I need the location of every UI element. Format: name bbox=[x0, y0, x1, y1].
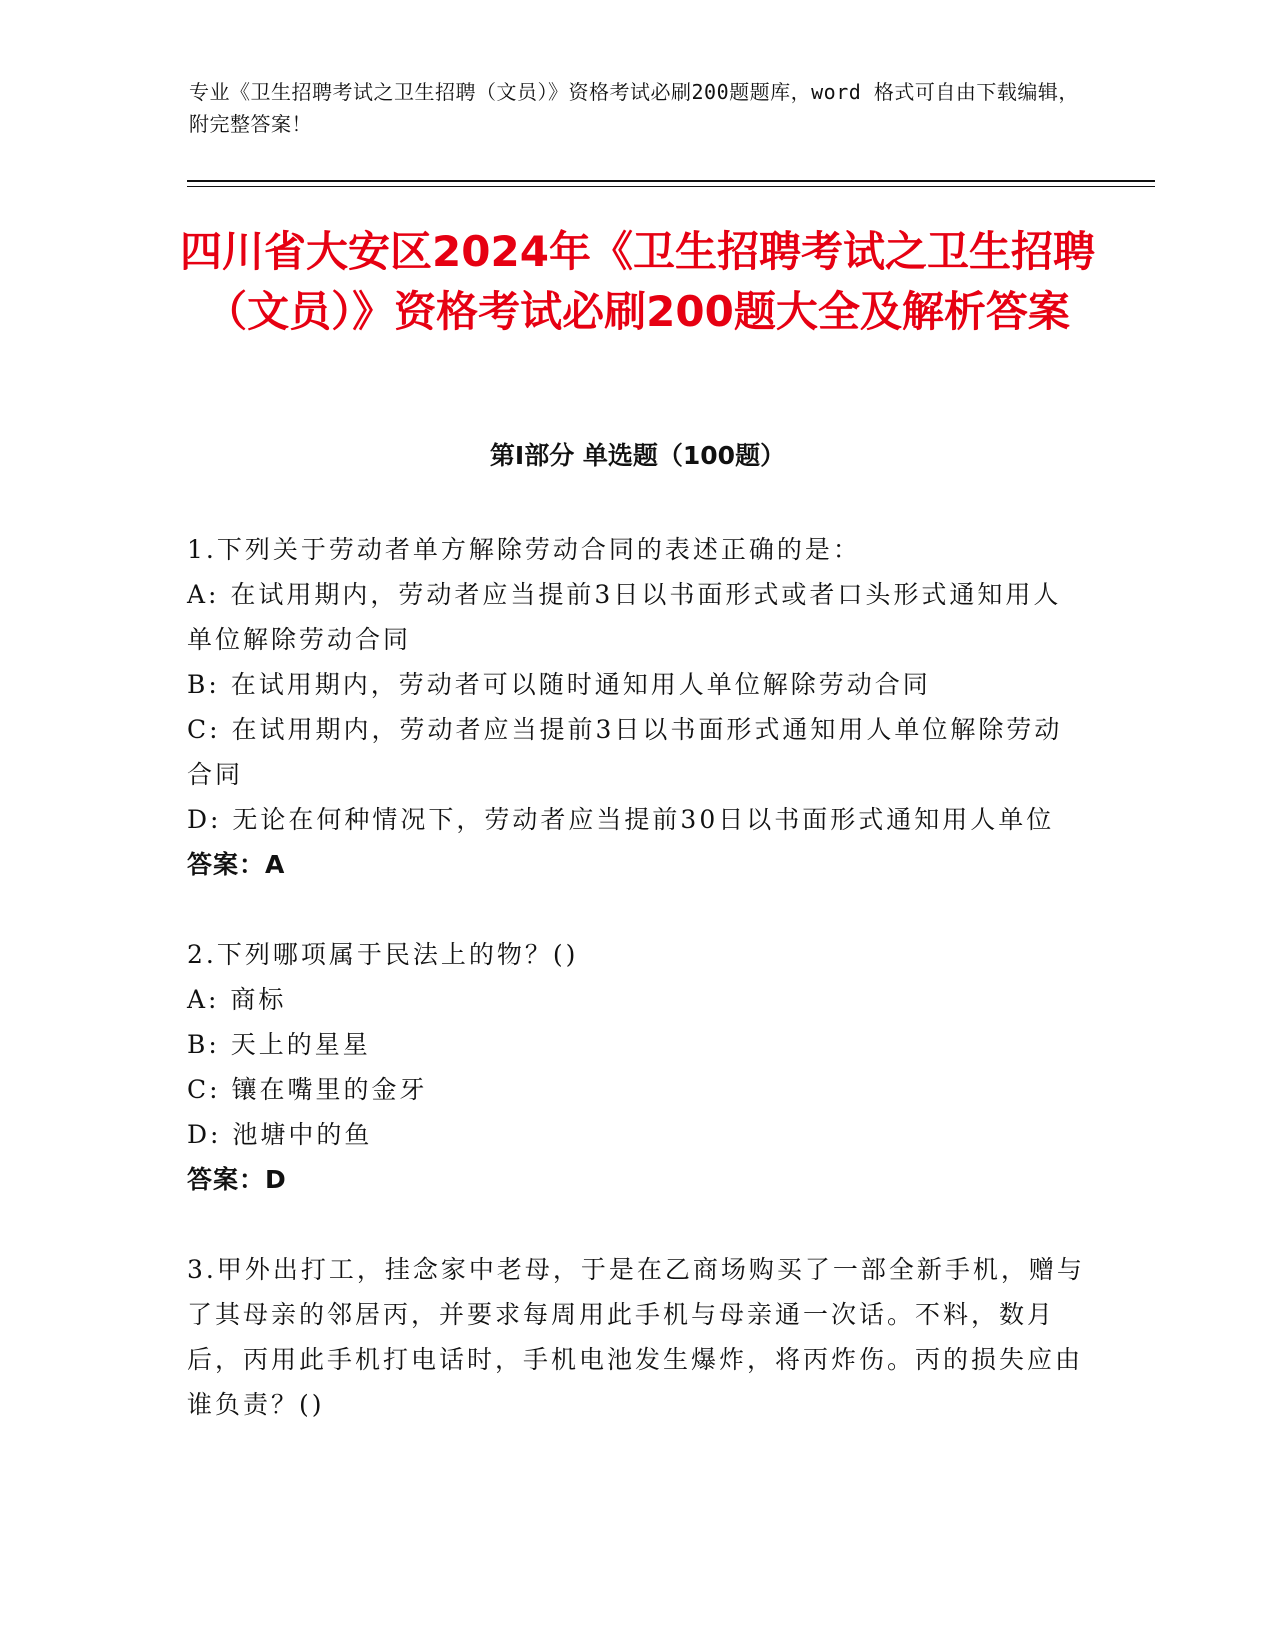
option-b: B: 天上的星星 bbox=[187, 1030, 371, 1059]
option-a: A: 商标 bbox=[187, 985, 287, 1014]
question-stem: 3.甲外出打工，挂念家中老母，于是在乙商场购买了一部全新手机，赠与了其母亲的邻居丙，并要求每周用此手机与母亲通一次话。不料，数月后，丙用此手机打电话时，手机电池发生爆炸，将丙炸伤。丙的损失应由谁负责？() bbox=[187, 1255, 1085, 1419]
question-stem: 1.下列关于劳动者单方解除劳动合同的表述正确的是： bbox=[187, 535, 861, 564]
header-rule-thin bbox=[187, 186, 1155, 187]
header-rule-thick bbox=[187, 180, 1155, 182]
question-stem: 2.下列哪项属于民法上的物？() bbox=[187, 940, 579, 969]
question-3 bbox=[187, 1247, 1087, 1427]
option-a: A: 在试用期内，劳动者应当提前3日以书面形式或者口头形式通知用人单位解除劳动合同 bbox=[187, 580, 1062, 654]
document-title: 四川省大安区2024年《卫生招聘考试之卫生招聘（文员）》资格考试必刷200题大全及解析答案 bbox=[180, 227, 1095, 336]
option-c: C: 镶在嘴里的金牙 bbox=[187, 1075, 428, 1104]
option-d: D: 无论在何种情况下，劳动者应当提前30日以书面形式通知用人单位 bbox=[187, 805, 1055, 834]
question-2 bbox=[187, 932, 1087, 1202]
question-list bbox=[187, 527, 1087, 1472]
header-note: 专业《卫生招聘考试之卫生招聘（文员）》资格考试必刷200题题库，word 格式可自由下载编辑，附完整答案！ bbox=[189, 80, 1079, 136]
question-1 bbox=[187, 527, 1087, 887]
section-heading: 第Ⅰ部分 单选题（100题） bbox=[489, 441, 786, 470]
answer: 答案：D bbox=[187, 1165, 287, 1194]
option-d: D: 池塘中的鱼 bbox=[187, 1120, 373, 1149]
answer: 答案：A bbox=[187, 850, 286, 879]
option-b: B: 在试用期内，劳动者可以随时通知用人单位解除劳动合同 bbox=[187, 670, 931, 699]
option-c: C: 在试用期内，劳动者应当提前3日以书面形式通知用人单位解除劳动合同 bbox=[187, 715, 1063, 789]
